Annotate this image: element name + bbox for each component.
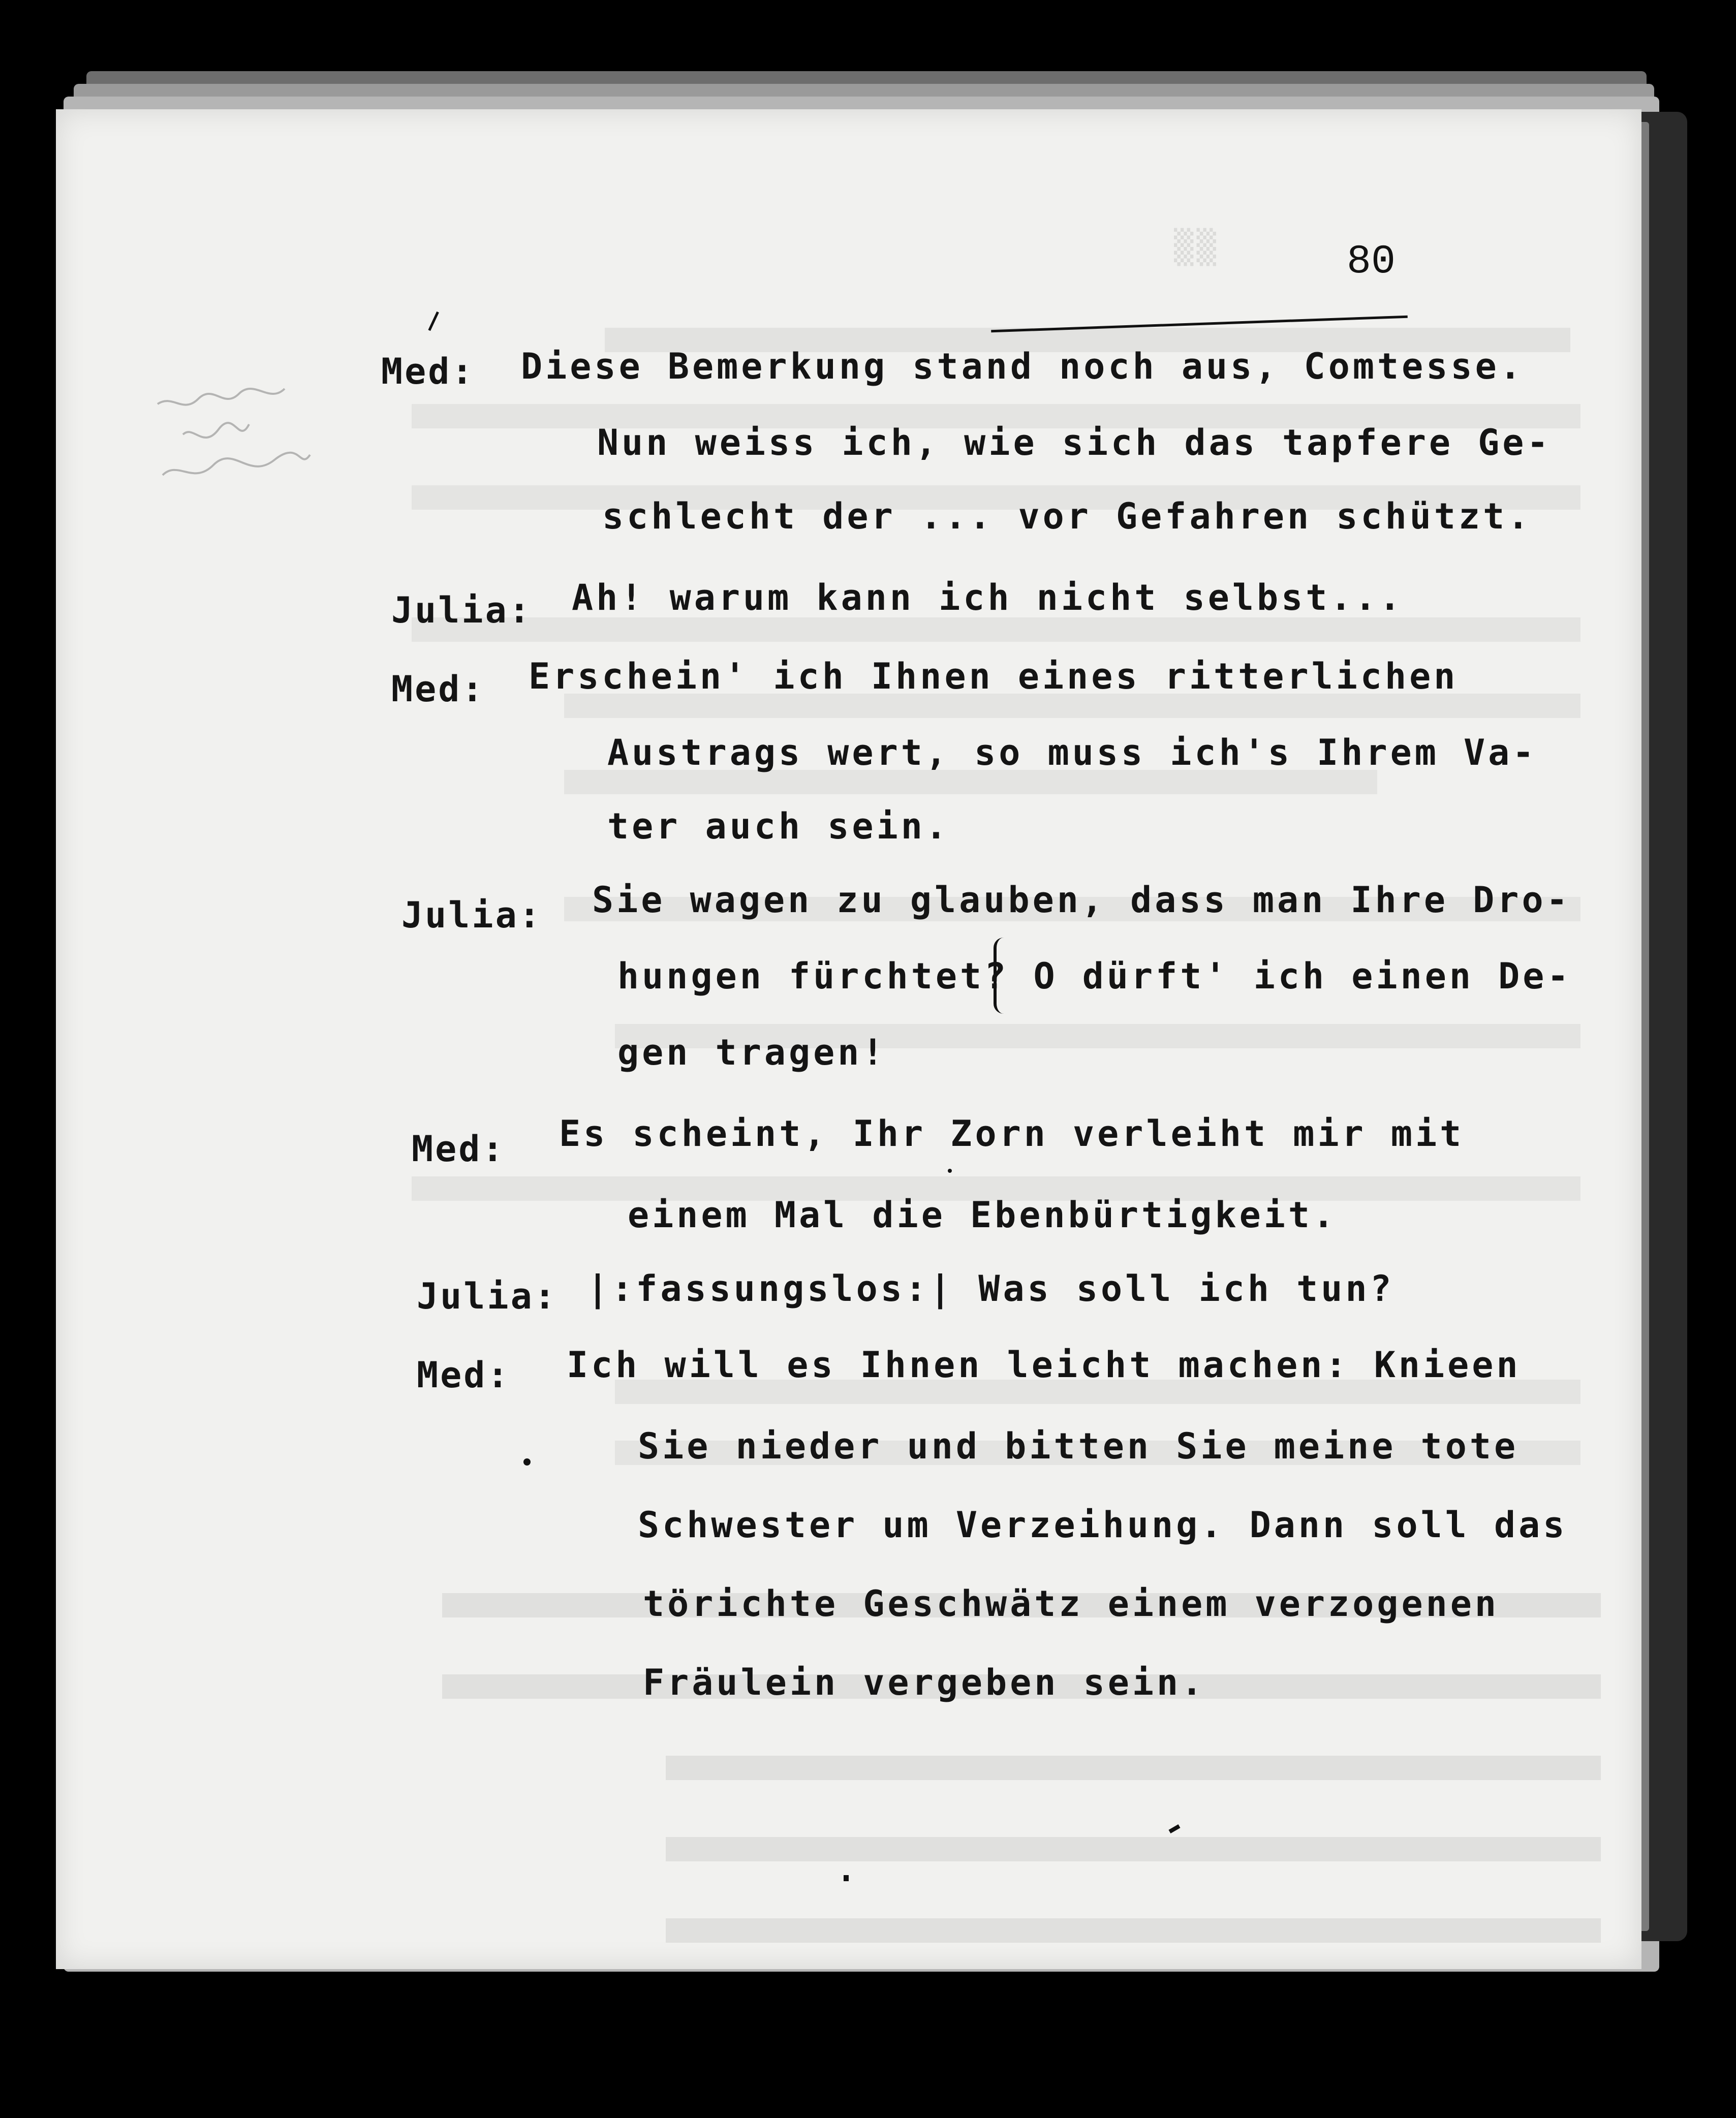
page-number: 80	[1347, 239, 1396, 285]
bleed-through-line	[666, 1756, 1601, 1780]
bleed-through-line	[666, 1837, 1601, 1861]
speaker-label: Julia:	[391, 589, 532, 631]
dialogue-line: schlecht der ... vor Gefahren schützt.	[602, 495, 1532, 537]
dialogue-line: Fräulein vergeben sein.	[643, 1662, 1206, 1703]
margin-pencil-annotation	[152, 373, 315, 506]
bleed-through-line	[412, 617, 1580, 642]
speaker-label: Med:	[391, 668, 485, 710]
dialogue-line: Austrags wert, so muss ich's Ihrem Va-	[607, 732, 1537, 773]
dialogue-line: Erschein' ich Ihnen eines ritterlichen	[529, 656, 1459, 697]
dialogue-line: Sie wagen zu glauben, dass man Ihre Dro-	[592, 879, 1571, 921]
speaker-label: Med:	[412, 1128, 506, 1170]
speaker-label: Med:	[381, 351, 475, 392]
dialogue-line: ter auch sein.	[607, 805, 950, 847]
bleed-through-line	[564, 770, 1377, 794]
speaker-label: Med:	[417, 1354, 511, 1396]
dialogue-line: hungen fürchtet? O dürft' ich einen De-	[617, 955, 1572, 997]
speaker-label: Julia:	[401, 894, 542, 936]
pen-tick-mark	[428, 312, 445, 334]
speaker-label: Julia:	[417, 1275, 557, 1317]
bleed-through-line	[666, 1918, 1601, 1943]
dialogue-line: Diese Bemerkung stand noch aus, Comtesse.	[521, 346, 1524, 387]
dialogue-line: gen tragen!	[617, 1032, 887, 1073]
dialogue-line: Nun weiss ich, wie sich das tapfere Ge-	[597, 422, 1552, 463]
dialogue-line: törichte Geschwätz einem verzogenen	[643, 1583, 1500, 1625]
dialogue-line: |:fassungslos:| Was soll ich tun?	[587, 1268, 1394, 1310]
ink-speck	[948, 1169, 952, 1173]
bleed-through-line	[564, 694, 1580, 718]
dialogue-line: Ah! warum kann ich nicht selbst...	[572, 577, 1404, 618]
dialogue-line: Schwester um Verzeihung. Dann soll das	[638, 1504, 1568, 1546]
dialogue-line: Es scheint, Ihr Zorn verleiht mir mit	[559, 1113, 1465, 1155]
dialogue-line: Sie nieder und bitten Sie meine tote	[638, 1425, 1519, 1467]
ink-speck	[844, 1875, 849, 1881]
dialogue-line: Ich will es Ihnen leicht machen: Knieen	[567, 1344, 1521, 1386]
bleed-through-text: ▒▒	[1174, 229, 1220, 266]
typescript-page	[56, 109, 1641, 1969]
ink-speck	[523, 1458, 531, 1466]
ink-speck	[1168, 1824, 1180, 1833]
dialogue-line: einem Mal die Ebenbürtigkeit.	[628, 1194, 1338, 1236]
